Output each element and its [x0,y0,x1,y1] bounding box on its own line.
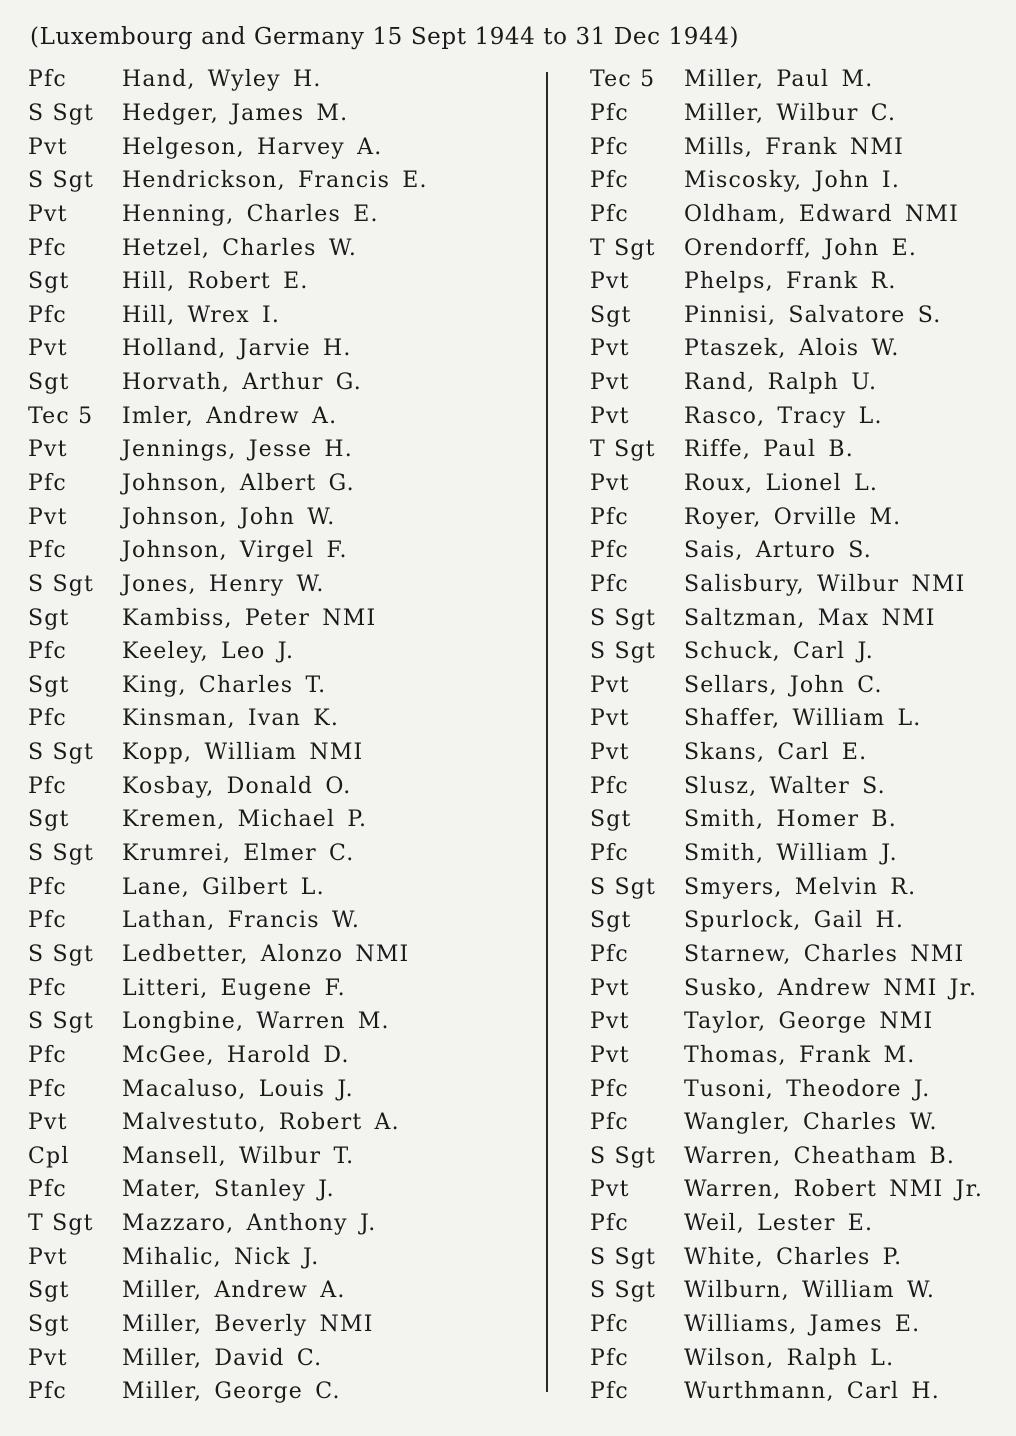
rank-label: Pvt [590,672,630,698]
rank-label: Pfc [590,134,629,160]
soldier-name: Malvestuto, Robert A. [122,1110,400,1136]
rank-label: Pvt [28,201,68,227]
soldier-name: Macaluso, Louis J. [122,1076,354,1102]
roster-entry [28,298,428,332]
soldier-name: Salisbury, Wilbur NMI [684,571,966,597]
roster-entry [28,1005,428,1039]
roster-entry [590,736,983,770]
rank-label: Pvt [28,134,68,160]
soldier-name: Hedger, James M. [122,100,349,126]
soldier-name: Wilson, Ralph L. [684,1345,895,1371]
soldier-name: Saltzman, Max NMI [684,605,936,631]
roster-entry [28,736,428,770]
soldier-name: Miller, Wilbur C. [684,100,897,126]
roster-entry [590,1240,983,1274]
roster-entry [28,702,428,736]
soldier-name: Hand, Wyley H. [122,67,322,93]
rank-label: Pvt [590,403,630,429]
roster-entry [590,568,983,602]
roster-entry [28,870,428,904]
roster-entry [28,1274,428,1308]
roster-entry [590,1039,983,1073]
soldier-name: Hill, Wrex I. [122,302,281,328]
roster-entry [28,1039,428,1073]
roster-entry [28,97,428,131]
rank-label: Pfc [590,538,629,564]
soldier-name: Henning, Charles E. [122,201,379,227]
roster-entry [28,1140,428,1174]
roster-entry [28,1240,428,1274]
rank-label: Pvt [590,975,630,1001]
soldier-name: McGee, Harold D. [122,1042,350,1068]
soldier-name: Phelps, Frank R. [684,269,897,295]
rank-label: Pvt [590,471,630,496]
roster-entry [28,769,428,803]
rank-label: S Sgt [28,841,95,867]
soldier-name: Warren, Cheatham B. [684,1143,956,1169]
roster-entry [28,534,428,568]
rank-label: S Sgt [28,941,95,967]
rank-label: S Sgt [28,740,95,766]
soldier-name: Sais, Arturo S. [684,538,872,564]
roster-entry [590,669,983,703]
rank-label: Pfc [28,235,67,261]
roster-entry [28,164,428,198]
roster-entry [590,1341,983,1375]
rank-label: Pfc [28,639,67,665]
roster-entry [28,63,428,97]
roster-entry [590,298,983,332]
roster-entry [590,1207,983,1241]
rank-label: Tec 5 [590,67,656,93]
roster-entry [28,971,428,1005]
rank-label: Pvt [590,1042,630,1068]
roster-entry [590,1274,983,1308]
rank-label: Pfc [28,706,67,732]
rank-label: Sgt [28,807,70,833]
roster-entry [590,231,983,265]
roster-entry [28,1207,428,1241]
roster-entry [28,399,428,433]
soldier-name: Riffe, Paul B. [684,437,854,463]
soldier-name: Spurlock, Gail H. [684,908,905,934]
roster-entry [28,837,428,871]
rank-label: Pfc [28,471,67,496]
roster-entry [28,904,428,938]
roster-entry [28,1308,428,1342]
rank-label: Pvt [28,1244,68,1270]
rank-label: Pfc [28,302,67,328]
soldier-name: Mills, Frank NMI [684,134,904,160]
roster-entry [28,366,428,400]
rank-label: T Sgt [28,1211,94,1237]
soldier-name: Johnson, Albert G. [122,471,355,496]
rank-label: Pvt [590,1177,630,1203]
rank-label: T Sgt [590,235,656,261]
rank-label: Pfc [590,100,629,126]
rank-label: Pfc [28,975,67,1001]
soldier-name: Pinnisi, Salvatore S. [684,302,942,328]
roster-entry [590,601,983,635]
roster-entry [590,130,983,164]
roster-entry [28,1072,428,1106]
roster-entry [28,130,428,164]
rank-label: Pfc [590,168,629,194]
roster-entry [28,938,428,972]
soldier-name: Keeley, Leo J. [122,639,295,665]
rank-label: Pfc [590,1312,629,1338]
soldier-name: Imler, Andrew A. [122,403,338,429]
rank-label: Pvt [28,504,68,530]
rank-label: Pvt [28,336,68,362]
roster-entry [590,63,983,97]
rank-label: Sgt [28,269,70,295]
soldier-name: Helgeson, Harvey A. [122,134,383,160]
rank-label: Pfc [590,201,629,227]
soldier-name: Lane, Gilbert L. [122,874,325,900]
soldier-name: Johnson, John W. [122,504,336,530]
rank-label: Pfc [590,504,629,530]
soldier-name: Smyers, Melvin R. [684,874,917,900]
roster-entry [28,669,428,703]
rank-label: Pfc [590,773,629,799]
soldier-name: Sellars, John C. [684,672,883,698]
soldier-name: Susko, Andrew NMI Jr. [684,975,978,1001]
soldier-name: Miller, Beverly NMI [122,1312,374,1338]
soldier-name: Mansell, Wilbur T. [122,1143,355,1169]
rank-label: Sgt [590,908,632,934]
column-divider [546,72,548,1392]
soldier-name: Thomas, Frank M. [684,1042,916,1068]
soldier-name: Taylor, George NMI [684,1009,934,1035]
soldier-name: Orendorff, John E. [684,235,918,261]
rank-label: Pfc [590,1110,629,1136]
rank-label: Pfc [28,874,67,900]
soldier-name: Holland, Jarvie H. [122,336,352,362]
rank-label: Pfc [590,1211,629,1237]
roster-left-column [28,63,428,1409]
rank-label: Sgt [590,302,632,328]
soldier-name: Johnson, Virgel F. [122,538,348,564]
rank-label: S Sgt [28,168,95,194]
roster-entry [590,433,983,467]
page-header: (Luxembourg and Germany 15 Sept 1944 to 31 Dec 1944) [30,24,740,50]
rank-label: Pfc [28,67,67,93]
roster-entry [590,265,983,299]
soldier-name: Schuck, Carl J. [684,639,874,665]
soldier-name: Rasco, Tracy L. [684,403,883,429]
soldier-name: Weil, Lester E. [684,1211,874,1237]
roster-entry [28,1341,428,1375]
rank-label: Pfc [28,773,67,799]
roster-entry [590,635,983,669]
roster-entry [590,332,983,366]
rank-label: Pfc [590,1379,629,1405]
soldier-name: Hill, Robert E. [122,269,309,295]
roster-entry [590,534,983,568]
soldier-name: Lathan, Francis W. [122,908,361,934]
rank-label: Pvt [590,370,630,396]
roster-entry [28,1375,428,1409]
roster-right-column [590,63,983,1409]
soldier-name: Wurthmann, Carl H. [684,1379,940,1405]
soldier-name: Miller, Andrew A. [122,1278,346,1304]
rank-label: Pvt [590,1009,630,1035]
soldier-name: Starnew, Charles NMI [684,941,965,967]
soldier-name: Royer, Orville M. [684,504,902,530]
roster-entry [28,803,428,837]
soldier-name: Skans, Carl E. [684,740,868,766]
roster-entry [28,1173,428,1207]
soldier-name: Smith, William J. [684,841,898,867]
soldier-name: Warren, Robert NMI Jr. [684,1177,984,1203]
rank-label: Pvt [28,1110,68,1136]
roster-entry [590,971,983,1005]
soldier-name: Horvath, Arthur G. [122,370,362,396]
rank-label: Sgt [28,672,70,698]
soldier-name: Ledbetter, Alonzo NMI [122,941,410,967]
roster-entry [590,97,983,131]
rank-label: Pfc [590,941,629,967]
soldier-name: Miller, Paul M. [684,67,874,93]
rank-label: Pfc [28,1177,67,1203]
rank-label: Tec 5 [28,403,94,429]
rank-label: Pfc [28,538,67,564]
rank-label: Pfc [28,908,67,934]
soldier-name: Jennings, Jesse H. [122,437,353,463]
rank-label: Pvt [590,269,630,295]
rank-label: Pvt [28,1345,68,1371]
soldier-name: Mihalic, Nick J. [122,1244,320,1270]
roster-entry [590,837,983,871]
soldier-name: Roux, Lionel L. [684,471,879,496]
roster-entry [28,1106,428,1140]
rank-label: Sgt [28,370,70,396]
rank-label: Pfc [28,1076,67,1102]
soldier-name: Kinsman, Ivan K. [122,706,340,732]
soldier-name: Kambiss, Peter NMI [122,605,377,631]
soldier-name: Hetzel, Charles W. [122,235,358,261]
rank-label: Pfc [590,1076,629,1102]
rank-label: S Sgt [590,1143,657,1169]
roster-entry [590,164,983,198]
rank-label: S Sgt [590,605,657,631]
roster-entry [28,568,428,602]
roster-entry [28,433,428,467]
roster-entry [590,399,983,433]
soldier-name: Slusz, Walter S. [684,773,886,799]
roster-entry [590,938,983,972]
rank-label: Pvt [590,336,630,362]
rank-label: S Sgt [590,874,657,900]
soldier-name: Miller, David C. [122,1345,323,1371]
roster-entry [28,198,428,232]
rank-label: Pfc [590,841,629,867]
soldier-name: Mazzaro, Anthony J. [122,1211,377,1237]
rank-label: Pfc [590,571,629,597]
rank-label: T Sgt [590,437,656,463]
rank-label: Sgt [28,1312,70,1338]
roster-entry [590,1173,983,1207]
soldier-name: Oldham, Edward NMI [684,201,960,227]
soldier-name: Kopp, William NMI [122,740,364,766]
soldier-name: White, Charles P. [684,1244,903,1270]
soldier-name: Longbine, Warren M. [122,1009,390,1035]
soldier-name: Mater, Stanley J. [122,1177,335,1203]
soldier-name: Krumrei, Elmer C. [122,841,355,867]
soldier-name: Wangler, Charles W. [684,1110,938,1136]
soldier-name: Smith, Homer B. [684,807,897,833]
rank-label: Pfc [28,1042,67,1068]
roster-entry [590,769,983,803]
roster-entry [28,332,428,366]
roster-entry [28,467,428,501]
soldier-name: Tusoni, Theodore J. [684,1076,931,1102]
rank-label: Sgt [590,807,632,833]
roster-entry [590,467,983,501]
rank-label: Pvt [28,437,68,463]
rank-label: S Sgt [28,571,95,597]
rank-label: Pfc [590,1345,629,1371]
roster-entry [590,1375,983,1409]
roster-entry [590,1072,983,1106]
soldier-name: Miller, George C. [122,1379,341,1405]
roster-entry [590,1140,983,1174]
rank-label: S Sgt [590,1278,657,1304]
soldier-name: Miscosky, John I. [684,168,901,194]
roster-entry [590,198,983,232]
rank-label: Sgt [28,605,70,631]
rank-label: S Sgt [28,100,95,126]
rank-label: S Sgt [590,1244,657,1270]
rank-label: S Sgt [590,639,657,665]
soldier-name: Shaffer, William L. [684,706,922,732]
roster-entry [590,702,983,736]
soldier-name: Kosbay, Donald O. [122,773,352,799]
roster-entry [28,500,428,534]
soldier-name: Hendrickson, Francis E. [122,168,428,194]
rank-label: S Sgt [28,1009,95,1035]
roster-entry [28,265,428,299]
soldier-name: Ptaszek, Alois W. [684,336,900,362]
rank-label: Cpl [28,1143,70,1169]
roster-entry [590,1308,983,1342]
roster-entry [28,231,428,265]
soldier-name: Rand, Ralph U. [684,370,878,396]
soldier-name: King, Charles T. [122,672,327,698]
rank-label: Pvt [590,740,630,766]
soldier-name: Williams, James E. [684,1312,921,1338]
soldier-name: Litteri, Eugene F. [122,975,346,1001]
roster-entry [590,1106,983,1140]
soldier-name: Jones, Henry W. [122,571,325,597]
rank-label: Sgt [28,1278,70,1304]
roster-entry [590,904,983,938]
rank-label: Pfc [28,1379,67,1405]
roster-entry [28,601,428,635]
rank-label: Pvt [590,706,630,732]
roster-entry [28,635,428,669]
roster-entry [590,870,983,904]
roster-entry [590,500,983,534]
roster-entry [590,366,983,400]
roster-entry [590,803,983,837]
roster-entry [590,1005,983,1039]
soldier-name: Kremen, Michael P. [122,807,368,833]
soldier-name: Wilburn, William W. [684,1278,936,1304]
